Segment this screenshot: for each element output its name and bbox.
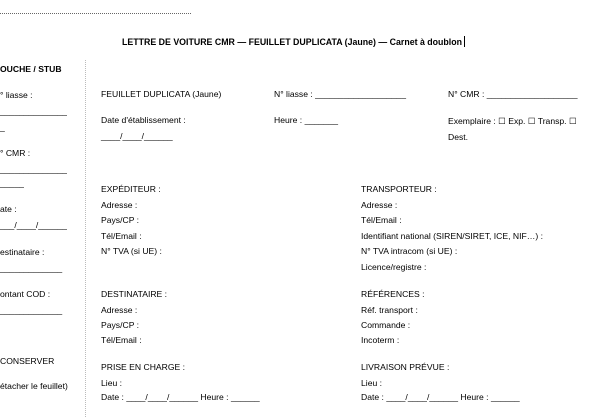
- exemplaire-dest: Dest.: [448, 132, 469, 142]
- livraison-date-heure[interactable]: Date : ____/____/______ Heure : ______: [361, 392, 520, 402]
- date-etablissement-label: Date d'établissement :: [101, 115, 186, 125]
- transporteur-tva: N° TVA intracom (si UE) :: [361, 246, 458, 256]
- destinataire-title: DESTINATAIRE :: [101, 289, 168, 299]
- text-cursor: [464, 36, 465, 47]
- expediteur-tel: Tél/Email :: [101, 231, 142, 241]
- heure-field[interactable]: Heure : _______: [274, 115, 339, 125]
- destinataire-adresse: Adresse :: [101, 305, 138, 315]
- stub-destinataire-line[interactable]: _____________: [0, 263, 63, 273]
- stub-date-label: ate :: [0, 204, 17, 214]
- stub-destinataire-label: estinataire :: [0, 247, 45, 257]
- stub-detach-note: étacher le feuillet): [0, 381, 68, 391]
- feuillet-label: FEUILLET DUPLICATA (Jaune): [101, 89, 222, 99]
- references-commande: Commande :: [361, 320, 411, 330]
- transporteur-tel: Tél/Email :: [361, 215, 402, 225]
- stub-cod-line[interactable]: _____________: [0, 305, 63, 315]
- stub-heading: OUCHE / STUB: [0, 64, 62, 74]
- destinataire-pays: Pays/CP :: [101, 320, 140, 330]
- liasse-field[interactable]: N° liasse : ___________________: [274, 89, 406, 99]
- expediteur-title: EXPÉDITEUR :: [101, 184, 161, 194]
- stub-conserver: CONSERVER: [0, 356, 55, 366]
- transporteur-licence: Licence/registre :: [361, 262, 427, 272]
- top-dotted-separator: [0, 13, 191, 14]
- stub-date-field[interactable]: ___/____/______: [0, 220, 67, 230]
- prise-lieu: Lieu :: [101, 378, 123, 388]
- date-etablissement-field[interactable]: ____/____/______: [101, 131, 173, 141]
- expediteur-tva: N° TVA (si UE) :: [101, 246, 162, 256]
- stub-liasse-label: ° liasse :: [0, 90, 33, 100]
- prise-date-heure[interactable]: Date : ____/____/______ Heure : ______: [101, 392, 260, 402]
- document-title[interactable]: LETTRE DE VOITURE CMR — FEUILLET DUPLICATA (Jaune) — Carnet à doublon: [122, 36, 465, 48]
- livraison-lieu: Lieu :: [361, 378, 383, 388]
- stub-liasse-dash: _: [0, 122, 5, 132]
- stub-cmr-line[interactable]: ______________: [0, 164, 67, 174]
- transporteur-adresse: Adresse :: [361, 200, 398, 210]
- expediteur-pays: Pays/CP :: [101, 215, 140, 225]
- references-incoterm: Incoterm :: [361, 335, 400, 345]
- prise-title: PRISE EN CHARGE :: [101, 362, 186, 372]
- cmr-field[interactable]: N° CMR : ___________________: [448, 89, 578, 99]
- stub-cod-label: ontant COD :: [0, 289, 51, 299]
- transporteur-identifiant: Identifiant national (SIREN/SIRET, ICE, NIF…) :: [361, 231, 543, 241]
- references-transport: Réf. transport :: [361, 305, 418, 315]
- expediteur-adresse: Adresse :: [101, 200, 138, 210]
- stub-cmr-label: ° CMR :: [0, 148, 31, 158]
- destinataire-tel: Tél/Email :: [101, 335, 142, 345]
- stub-cmr-short-line[interactable]: _____: [0, 178, 24, 188]
- stub-cut-line: [85, 60, 86, 417]
- stub-liasse-line[interactable]: ______________: [0, 106, 67, 116]
- exemplaire-checkboxes[interactable]: Exemplaire : ☐ Exp. ☐ Transp. ☐: [448, 116, 577, 126]
- references-title: RÉFÉRENCES :: [361, 289, 425, 299]
- livraison-title: LIVRAISON PRÉVUE :: [361, 362, 450, 372]
- transporteur-title: TRANSPORTEUR :: [361, 184, 437, 194]
